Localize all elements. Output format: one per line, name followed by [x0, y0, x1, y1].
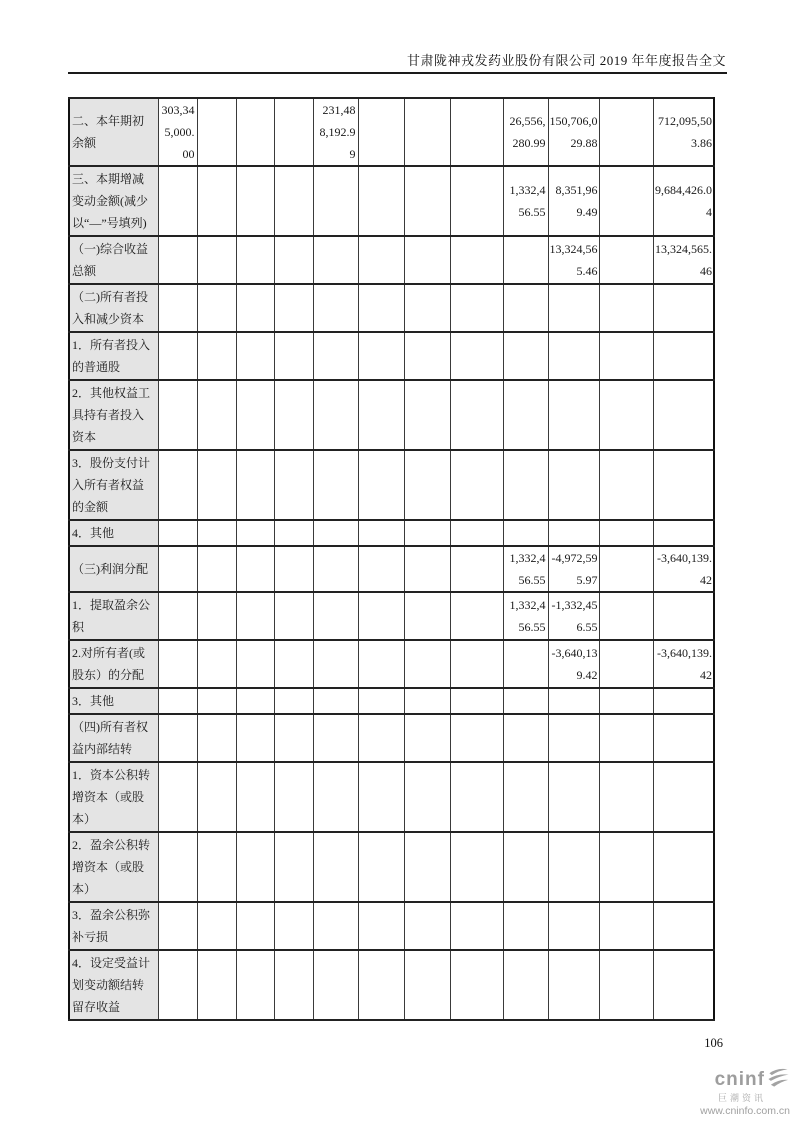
value-cell — [158, 520, 197, 546]
value-cell — [236, 332, 274, 380]
value-cell — [358, 450, 404, 520]
row-label: 3．股份支付计入所有者权益的金额 — [69, 450, 158, 520]
value-cell — [274, 520, 313, 546]
value-cell — [653, 450, 714, 520]
row-label: 1．资本公积转增资本（或股本） — [69, 762, 158, 832]
row-label: 4．设定受益计划变动额结转留存收益 — [69, 950, 158, 1020]
value-cell — [599, 714, 653, 762]
cninf-globe-icon — [767, 1066, 790, 1093]
value-cell — [274, 640, 313, 688]
value-cell — [236, 950, 274, 1020]
value-cell — [197, 950, 236, 1020]
value-cell — [503, 380, 548, 450]
value-cell — [450, 762, 503, 832]
value-cell: 1,332,456.55 — [503, 166, 548, 236]
value-cell — [274, 284, 313, 332]
value-cell — [404, 902, 450, 950]
value-cell — [599, 902, 653, 950]
value-cell — [313, 832, 358, 902]
value-cell: -3,640,139.42 — [548, 640, 599, 688]
value-cell — [599, 450, 653, 520]
value-cell — [197, 236, 236, 284]
row-label: 2.对所有者(或股东）的分配 — [69, 640, 158, 688]
value-cell — [653, 284, 714, 332]
value-cell — [503, 688, 548, 714]
value-cell — [313, 166, 358, 236]
value-cell — [450, 592, 503, 640]
value-cell — [158, 166, 197, 236]
value-cell — [236, 832, 274, 902]
value-cell — [450, 332, 503, 380]
value-cell — [548, 902, 599, 950]
value-cell — [274, 688, 313, 714]
value-cell — [358, 236, 404, 284]
value-cell — [197, 166, 236, 236]
value-cell — [313, 546, 358, 592]
value-cell — [450, 450, 503, 520]
value-cell — [236, 450, 274, 520]
value-cell — [313, 284, 358, 332]
value-cell — [404, 762, 450, 832]
value-cell — [450, 380, 503, 450]
value-cell — [236, 546, 274, 592]
value-cell — [599, 640, 653, 688]
value-cell — [548, 950, 599, 1020]
value-cell — [599, 332, 653, 380]
row-label: 1．所有者投入的普通股 — [69, 332, 158, 380]
value-cell — [404, 688, 450, 714]
value-cell — [274, 236, 313, 284]
row-label: （二)所有者投入和减少资本 — [69, 284, 158, 332]
value-cell — [197, 832, 236, 902]
value-cell — [404, 520, 450, 546]
value-cell — [236, 98, 274, 166]
value-cell — [503, 640, 548, 688]
value-cell — [503, 332, 548, 380]
value-cell: 1,332,456.55 — [503, 546, 548, 592]
value-cell — [236, 592, 274, 640]
value-cell — [158, 832, 197, 902]
value-cell — [274, 902, 313, 950]
value-cell — [197, 688, 236, 714]
value-cell — [599, 520, 653, 546]
value-cell — [599, 762, 653, 832]
cninf-url-text: www.cninfo.com.cn — [700, 1105, 790, 1117]
value-cell — [358, 284, 404, 332]
value-cell — [313, 714, 358, 762]
value-cell — [548, 832, 599, 902]
value-cell — [274, 98, 313, 166]
value-cell — [653, 950, 714, 1020]
row-label: 3．其他 — [69, 688, 158, 714]
table-row — [69, 902, 714, 950]
value-cell: 9,684,426.04 — [653, 166, 714, 236]
value-cell — [404, 236, 450, 284]
value-cell — [548, 762, 599, 832]
value-cell — [313, 332, 358, 380]
value-cell — [358, 380, 404, 450]
value-cell — [404, 546, 450, 592]
report-header-title: 甘肃陇神戎发药业股份有限公司 2019 年年度报告全文 — [406, 53, 726, 68]
value-cell — [599, 98, 653, 166]
value-cell — [158, 688, 197, 714]
row-label: 4．其他 — [69, 520, 158, 546]
value-cell — [548, 714, 599, 762]
value-cell — [236, 166, 274, 236]
value-cell — [358, 714, 404, 762]
value-cell — [197, 332, 236, 380]
value-cell — [450, 714, 503, 762]
value-cell — [599, 166, 653, 236]
value-cell — [404, 332, 450, 380]
value-cell — [158, 902, 197, 950]
value-cell — [653, 592, 714, 640]
value-cell — [450, 902, 503, 950]
table-row — [69, 236, 714, 284]
value-cell — [653, 380, 714, 450]
value-cell — [358, 98, 404, 166]
table-row — [69, 284, 714, 332]
value-cell: -1,332,456.55 — [548, 592, 599, 640]
value-cell — [450, 688, 503, 714]
value-cell — [274, 592, 313, 640]
value-cell — [358, 546, 404, 592]
table-row — [69, 450, 714, 520]
value-cell: 26,556,280.99 — [503, 98, 548, 166]
value-cell — [653, 902, 714, 950]
value-cell — [450, 950, 503, 1020]
value-cell — [197, 450, 236, 520]
value-cell — [503, 714, 548, 762]
value-cell — [197, 592, 236, 640]
table-row — [69, 762, 714, 832]
table-row — [69, 332, 714, 380]
value-cell — [503, 832, 548, 902]
value-cell — [653, 520, 714, 546]
value-cell — [404, 832, 450, 902]
table-row — [69, 592, 714, 640]
value-cell — [548, 380, 599, 450]
value-cell — [599, 688, 653, 714]
value-cell — [653, 332, 714, 380]
table-row — [69, 546, 714, 592]
value-cell — [158, 762, 197, 832]
value-cell — [236, 284, 274, 332]
table-row — [69, 950, 714, 1020]
value-cell — [313, 520, 358, 546]
value-cell — [599, 546, 653, 592]
value-cell — [313, 902, 358, 950]
value-cell — [158, 332, 197, 380]
value-cell — [503, 950, 548, 1020]
value-cell — [404, 450, 450, 520]
row-label: 2．其他权益工具持有者投入资本 — [69, 380, 158, 450]
value-cell — [158, 450, 197, 520]
value-cell — [358, 332, 404, 380]
table-row — [69, 714, 714, 762]
value-cell: 13,324,565.46 — [548, 236, 599, 284]
table-row — [69, 640, 714, 688]
value-cell — [158, 236, 197, 284]
cninfo-watermark — [700, 1066, 790, 1117]
value-cell — [236, 236, 274, 284]
value-cell — [158, 714, 197, 762]
value-cell — [197, 520, 236, 546]
value-cell — [197, 284, 236, 332]
value-cell: 8,351,969.49 — [548, 166, 599, 236]
header-divider — [68, 72, 727, 74]
value-cell — [503, 520, 548, 546]
value-cell: -3,640,139.42 — [653, 640, 714, 688]
value-cell — [358, 640, 404, 688]
value-cell — [313, 640, 358, 688]
row-label: 二、本年期初余额 — [69, 98, 158, 166]
value-cell — [313, 236, 358, 284]
value-cell — [158, 380, 197, 450]
value-cell — [274, 714, 313, 762]
row-label: 三、本期增减变动金额(减少以“—”号填列) — [69, 166, 158, 236]
value-cell — [548, 332, 599, 380]
value-cell: 231,488,192.99 — [313, 98, 358, 166]
row-label: （四)所有者权益内部结转 — [69, 714, 158, 762]
table-row — [69, 832, 714, 902]
value-cell — [653, 762, 714, 832]
value-cell — [158, 284, 197, 332]
value-cell: -3,640,139.42 — [653, 546, 714, 592]
value-cell — [158, 950, 197, 1020]
cninf-caption-text: 巨潮资讯 — [717, 1093, 766, 1103]
value-cell — [313, 380, 358, 450]
value-cell — [274, 950, 313, 1020]
value-cell: 303,345,000.00 — [158, 98, 197, 166]
value-cell — [404, 950, 450, 1020]
cninf-brand-text: cninf — [714, 1069, 765, 1090]
value-cell — [274, 832, 313, 902]
value-cell — [236, 714, 274, 762]
value-cell — [404, 640, 450, 688]
value-cell — [274, 546, 313, 592]
value-cell — [450, 520, 503, 546]
value-cell — [358, 762, 404, 832]
value-cell — [236, 520, 274, 546]
table-row — [69, 688, 714, 714]
value-cell — [358, 950, 404, 1020]
row-label: （一)综合收益总额 — [69, 236, 158, 284]
value-cell — [236, 688, 274, 714]
value-cell: 712,095,503.86 — [653, 98, 714, 166]
value-cell — [197, 98, 236, 166]
value-cell — [503, 902, 548, 950]
value-cell — [197, 546, 236, 592]
value-cell — [404, 714, 450, 762]
value-cell — [599, 832, 653, 902]
value-cell — [274, 450, 313, 520]
row-label: （三)利润分配 — [69, 546, 158, 592]
value-cell — [599, 236, 653, 284]
value-cell — [548, 688, 599, 714]
value-cell — [548, 450, 599, 520]
value-cell — [653, 714, 714, 762]
value-cell — [274, 332, 313, 380]
value-cell — [197, 762, 236, 832]
value-cell — [274, 166, 313, 236]
value-cell — [236, 380, 274, 450]
value-cell — [197, 902, 236, 950]
value-cell — [236, 902, 274, 950]
equity-change-table — [68, 97, 715, 1021]
value-cell: 13,324,565.46 — [653, 236, 714, 284]
value-cell — [599, 284, 653, 332]
value-cell — [404, 380, 450, 450]
value-cell — [404, 98, 450, 166]
value-cell — [450, 284, 503, 332]
value-cell — [599, 592, 653, 640]
table-row — [69, 98, 714, 166]
value-cell — [313, 450, 358, 520]
value-cell — [548, 520, 599, 546]
value-cell — [404, 592, 450, 640]
value-cell — [450, 236, 503, 284]
table-row — [69, 520, 714, 546]
value-cell: 1,332,456.55 — [503, 592, 548, 640]
value-cell — [653, 688, 714, 714]
value-cell — [313, 592, 358, 640]
table-row — [69, 380, 714, 450]
row-label: 3．盈余公积弥补亏损 — [69, 902, 158, 950]
value-cell — [503, 236, 548, 284]
row-label: 2．盈余公积转增资本（或股本） — [69, 832, 158, 902]
value-cell — [358, 832, 404, 902]
value-cell — [358, 166, 404, 236]
value-cell — [358, 520, 404, 546]
value-cell — [450, 640, 503, 688]
value-cell — [503, 762, 548, 832]
value-cell — [503, 450, 548, 520]
value-cell — [404, 284, 450, 332]
value-cell: 150,706,029.88 — [548, 98, 599, 166]
value-cell — [313, 950, 358, 1020]
value-cell — [450, 832, 503, 902]
value-cell — [503, 284, 548, 332]
value-cell — [599, 950, 653, 1020]
value-cell — [599, 380, 653, 450]
page-number: 106 — [704, 1036, 723, 1050]
value-cell — [197, 640, 236, 688]
value-cell — [358, 688, 404, 714]
value-cell — [450, 546, 503, 592]
value-cell — [274, 380, 313, 450]
value-cell — [548, 284, 599, 332]
value-cell: -4,972,595.97 — [548, 546, 599, 592]
value-cell — [197, 714, 236, 762]
value-cell — [404, 166, 450, 236]
value-cell — [313, 688, 358, 714]
row-label: 1．提取盈余公积 — [69, 592, 158, 640]
value-cell — [158, 640, 197, 688]
value-cell — [653, 832, 714, 902]
table-row — [69, 166, 714, 236]
value-cell — [274, 762, 313, 832]
value-cell — [450, 166, 503, 236]
value-cell — [158, 546, 197, 592]
value-cell — [313, 762, 358, 832]
value-cell — [197, 380, 236, 450]
value-cell — [358, 592, 404, 640]
value-cell — [158, 592, 197, 640]
value-cell — [450, 98, 503, 166]
value-cell — [358, 902, 404, 950]
value-cell — [236, 762, 274, 832]
value-cell — [236, 640, 274, 688]
